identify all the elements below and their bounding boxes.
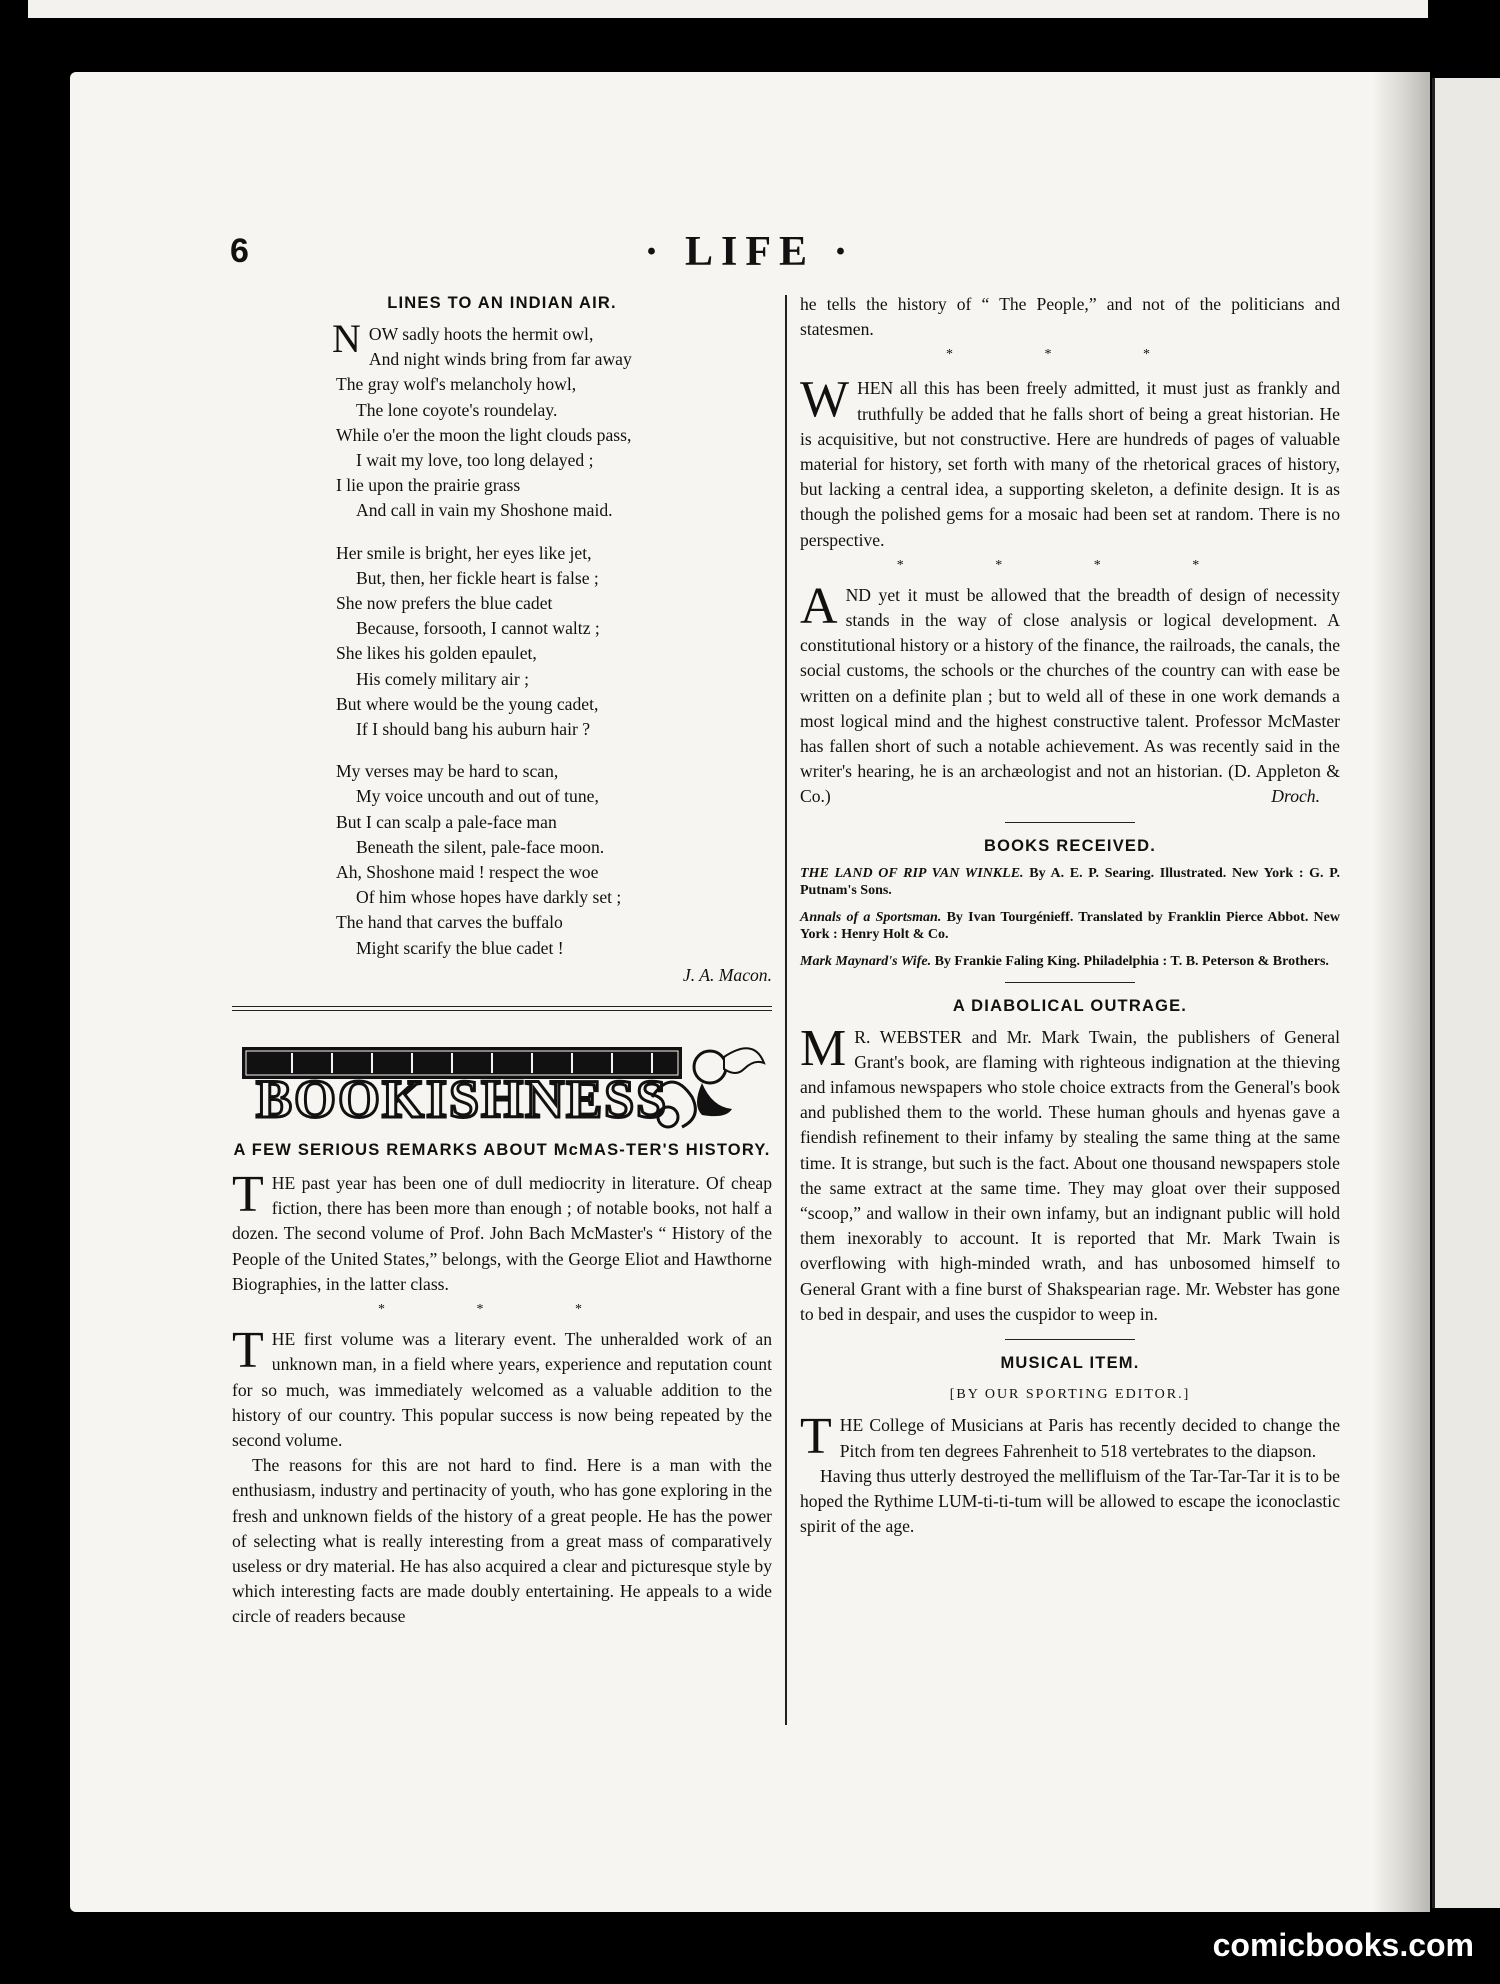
article-paragraph: M R. WEBSTER and Mr. Mark Twain, the publishers of General Grant's book, are flaming with righteous indignation at the thieving and infamous newspapers who stole choice extracts from the General's book and published them to the world. These human ghouls and hyenas gave a fiendish refinement to their infamy by stealing the same thing at the same time. It is strange, but such is the fact. About one thousand newspapers stole the same extract at the same time. They may gloat over their supposed “scoop,” and wallow in their own infamy, but an indignant public will hold them inexorably to account. It is reported that Mr. Mark Twain is overflowing with high-minded wrath, and has unbosomed himself to General Grant with a fine burst of Shakspearian rage. Mr. Webster has gone to bed in despair, and uses the cuspidor to weep in. — [800, 1019, 1340, 1324]
drop-cap: T — [232, 1322, 264, 1380]
musical-subtitle: [BY OUR SPORTING EDITOR.] — [949, 1387, 1191, 1403]
right-column — [800, 292, 1340, 1539]
poem-line: The lone coyote's roundelay. — [356, 399, 558, 420]
poem-line: NOW sadly hoots the hermit owl, — [332, 316, 594, 361]
poem-title: LINES TO AN INDIAN AIR. — [387, 294, 617, 312]
page-gutter — [1372, 72, 1430, 1912]
poem-stanza-2 — [336, 541, 772, 743]
poem-line: She likes his golden epaulet, — [336, 643, 537, 664]
outrage-title: A DIABOLICAL OUTRAGE. — [952, 996, 1188, 1015]
poem-stanza-1 — [332, 316, 772, 524]
poem-line: Ah, Shoshone maid ! respect the woe — [336, 862, 599, 883]
bookishness-banner — [232, 1027, 772, 1135]
drop-cap: A — [800, 577, 838, 635]
section-rule — [232, 1006, 772, 1011]
poem-line: My verses may be hard to scan, — [336, 761, 559, 782]
left-column — [232, 292, 772, 1630]
poem-line: She now prefers the blue cadet — [336, 593, 553, 614]
poem-line: But I can scalp a pale-face man — [336, 811, 557, 832]
poem-line: Might scarify the blue cadet ! — [356, 937, 564, 958]
books-received-list — [800, 865, 1340, 970]
poem-line: Her smile is bright, her eyes like jet, — [336, 542, 592, 563]
poem-stanza-3 — [336, 759, 772, 961]
poem-line: But, then, her fickle heart is false ; — [356, 567, 599, 588]
next-page-edge — [1432, 78, 1500, 1908]
drop-cap: N — [332, 316, 361, 361]
poem-line: And night winds bring from far away — [368, 349, 632, 370]
article-paragraph-continued: he tells the history of “ The People,” and not of the politicians and statesmen. — [800, 294, 1340, 340]
article-paragraph: WHEN all this has been freely admitted, it must just as frankly and truthfully be added that he falls short of being a great historian. He is acquisitive, but not constructive. Here are hundreds of pages of valuable material for history, set forth with many of the rhetorical graces of history, but lacking a central idea, a supporting skeleton, a definite design. It is as though the polished gems for a mosaic had been set at random. There is no perspective. — [800, 371, 1340, 550]
section-rule — [1005, 1339, 1135, 1340]
column-divider — [785, 295, 787, 1725]
bookishness-title-art: BOOKISHNESS — [256, 1069, 669, 1130]
page-number: 6 — [230, 232, 249, 270]
poem-line: I lie upon the prairie grass — [336, 475, 521, 496]
poem-line: Beneath the silent, pale-face moon. — [356, 836, 605, 857]
poem-line: His comely military air ; — [356, 668, 529, 689]
poem-line: Because, forsooth, I cannot waltz ; — [356, 618, 600, 639]
drop-cap: T — [800, 1408, 832, 1466]
poem-signature: J. A. Macon. — [682, 964, 772, 985]
previous-page-edge — [28, 0, 1428, 18]
section-rule — [1005, 822, 1135, 823]
article-paragraph: The reasons for this are not hard to find. Here is a man with the enthusiasm, industry and pertinacity of youth, who has gone exploring in the fresh and unknown fields of the history of a great people. He has the power of selecting what is really interesting from a great mass of comparatively useless or dry material. He has also acquired a clear and picturesque style by which interesting facts are made doubly entertaining. He appeals to a wide circle of readers because — [232, 1455, 772, 1627]
poem-line: And call in vain my Shoshone maid. — [356, 500, 613, 521]
poem-line: The gray wolf's melancholy howl, — [336, 374, 577, 395]
article-paragraph: AND yet it must be allowed that the breadth of design of necessity stands in the way of close analysis or logical development. A constitutional history or a history of the finance, the railroads, the canals, the social customs, the schools or the churches of the country can with ease be written on a definite plan ; but to weld all of these in one work demands a most logical mind and the highest constructive talent. Professor McMaster has fallen short of such a notable achievement. As was recently said in the writer's hearing, he is an archæologist and not an historian. (D. Appleton & Co.) Droch. — [800, 583, 1340, 810]
poem-line: I wait my love, too long delayed ; — [356, 450, 594, 471]
section-stars: * * * — [946, 347, 1194, 363]
site-watermark: comicbooks.com — [1212, 1927, 1474, 1963]
article-paragraph: THE first volume was a literary event. The unheralded work of an unknown man, in a field where years, experience and reputation count for so much, was immediately welcomed as a valuable addition to the history of our country. This popular success is now being repeated by the second volume. — [232, 1322, 772, 1450]
poem-line: Of him whose hopes have darkly set ; — [356, 887, 622, 908]
article-signature: Droch. — [1271, 786, 1320, 807]
article-paragraph: Having thus utterly destroyed the mellifluism of the Tar-Tar-Tar it is to be hoped the Rythime LUM-ti-ti-tum will be allowed to escape the iconoclastic spirit of the age. — [800, 1465, 1340, 1537]
musical-title: MUSICAL ITEM. — [1000, 1354, 1140, 1373]
drop-cap: M — [800, 1019, 847, 1077]
book-entry: THE LAND OF RIP VAN WINKLE. By A. E. P. Searing. Illustrated. New York : G. P. Putnam's Sons. — [800, 865, 1340, 898]
section-rule — [1005, 982, 1135, 983]
masthead: · LIFE · — [644, 229, 856, 275]
poem-line: But where would be the young cadet, — [336, 693, 599, 714]
section-stars: * * * * — [896, 557, 1244, 573]
article-paragraph: THE College of Musicians at Paris has recently decided to change the Pitch from ten degrees Fahrenheit to 518 vertebrates to the diapson. — [800, 1408, 1340, 1466]
poem — [232, 316, 772, 961]
poem-line: My voice uncouth and out of tune, — [356, 786, 599, 807]
poem-line: If I should bang his auburn hair ? — [356, 719, 591, 740]
drop-cap: T — [232, 1166, 264, 1224]
article-title: A FEW SERIOUS REMARKS ABOUT McMAS-TER'S HISTORY. — [233, 1141, 771, 1160]
drop-cap: W — [800, 371, 850, 429]
book-entry: Annals of a Sportsman. By Ivan Tourgénieff. Translated by Franklin Pierce Abbot. New York : Henry Holt & Co. — [800, 909, 1340, 942]
poem-line: The hand that carves the buffalo — [336, 912, 563, 933]
bookishness-banner-art — [232, 1027, 772, 1135]
books-received-title: BOOKS RECEIVED. — [983, 836, 1157, 855]
book-entry: Mark Maynard's Wife. By Frankie Faling King. Philadelphia : T. B. Peterson & Brothers. — [800, 953, 1329, 969]
article-paragraph: THE past year has been one of dull mediocrity in literature. Of cheap fiction, there has been more than enough ; of notable books, not half a dozen. The second volume of Prof. John Bach McMaster's “ History of the People of the United States,” belongs, with the George Eliot and Hawthorne Biographies, in the latter class. — [232, 1166, 772, 1294]
poem-line: While o'er the moon the light clouds pass, — [336, 424, 632, 445]
section-stars: * * * — [378, 1302, 626, 1318]
